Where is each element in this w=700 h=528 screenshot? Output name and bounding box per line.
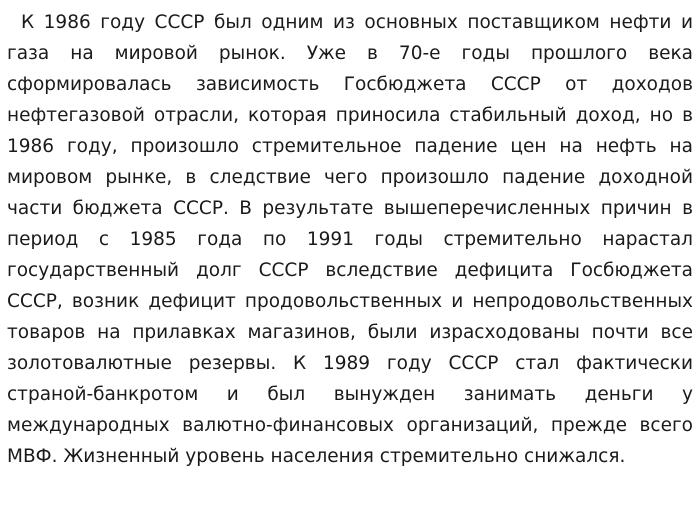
body-paragraph: К 1986 году СССР был одним из основных поставщиком нефти и газа на мировой рынок. Уже в 70-е годы прошлого века сформировалась зависимость Госбюджета СССР от доходов нефтегазовой отрасли, которая приносила стабильный доход, но в 1986 году, произошло стремительное падение цен на нефть на мировом рынке, в следствие чего произошло падение доходной части бюджета СССР. В результате вышеперечисленных причин в период с 1985 года по 1991 годы стремительно нарастал государственный долг СССР вследствие дефицита Госбюджета СССР, возник дефицит продовольственных и непродовольственных товаров на прилавках магазинов, были израсходованы почти все золотовалютные резервы. К 1989 году СССР стал фактически страной-банкротом и был вынужден занимать деньги у международных валютно-финансовых организаций, прежде всего МВФ. Жизненный уровень населения стремительно снижался. [7,12,693,467]
